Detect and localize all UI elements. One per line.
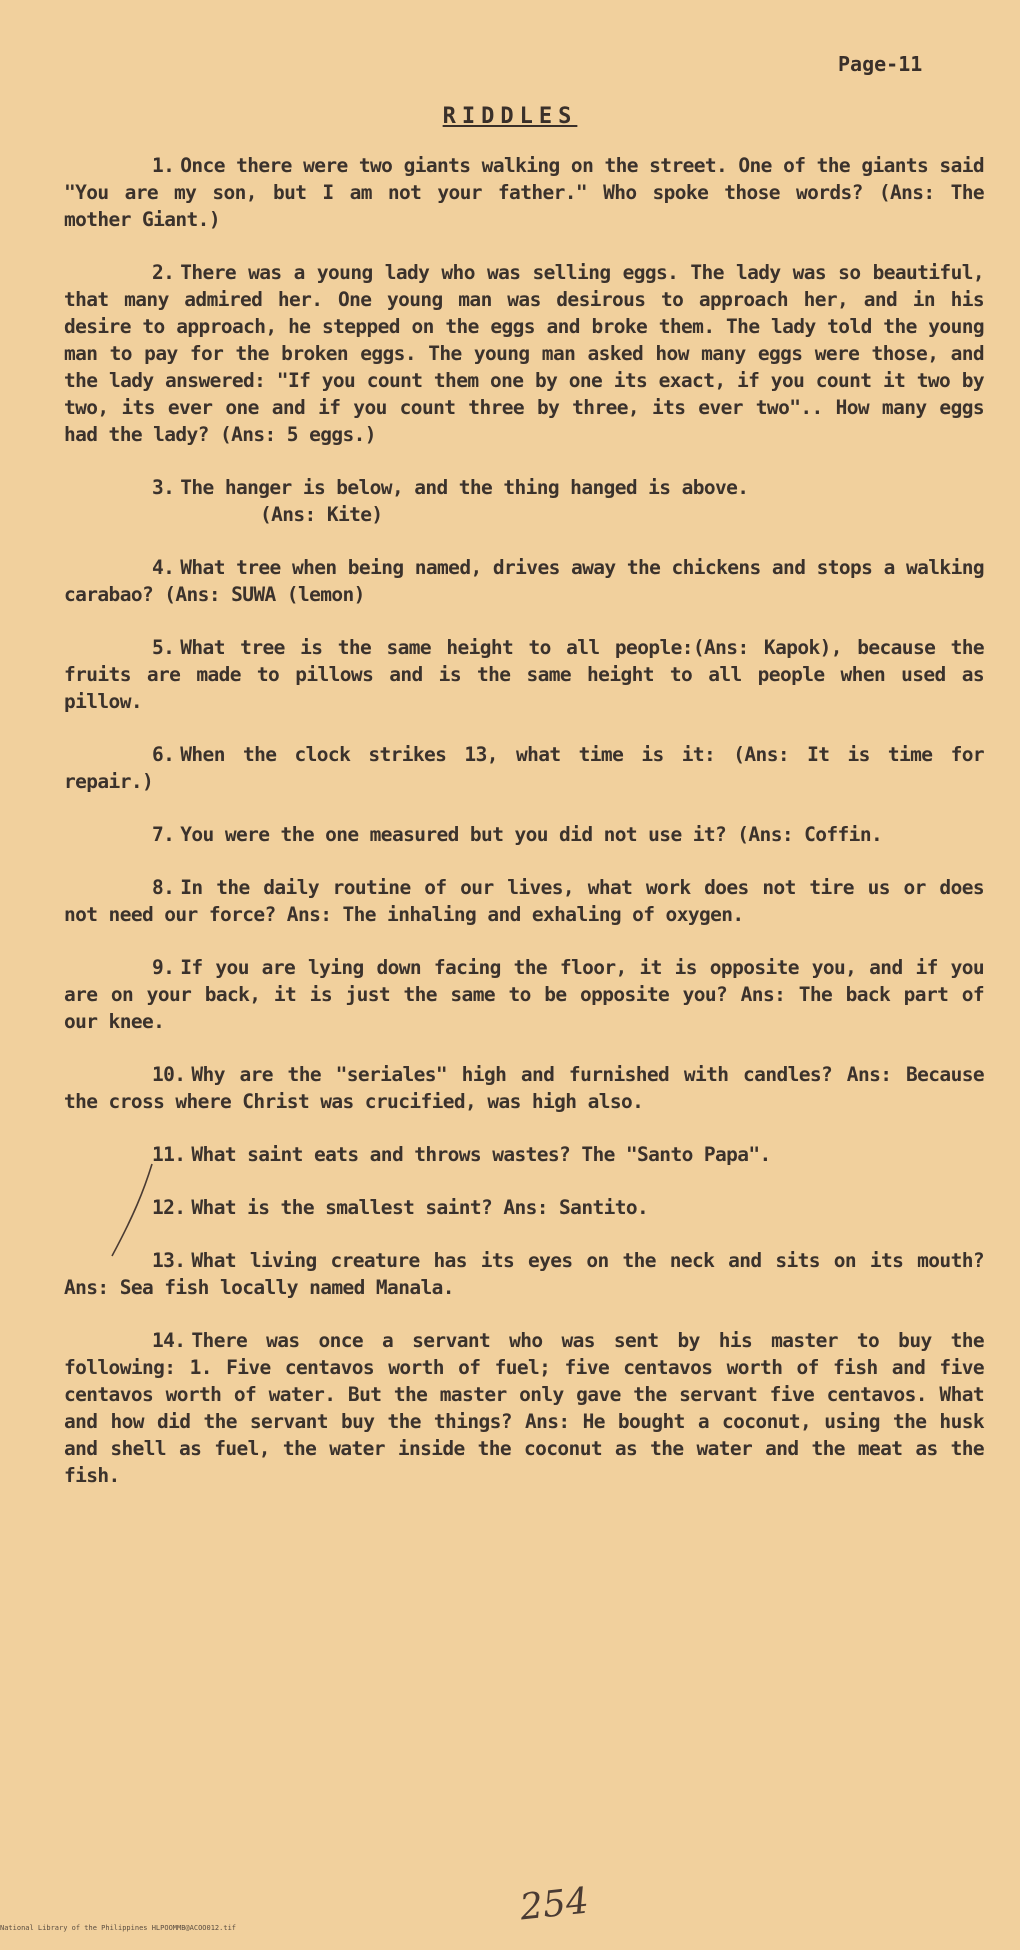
riddle-item [64, 259, 984, 448]
riddle-number: 1. [152, 154, 175, 177]
riddle-item [64, 474, 984, 528]
page-title: RIDDLES [442, 104, 578, 129]
riddle-number: 9. [152, 956, 175, 979]
riddle-item [64, 954, 984, 1035]
riddle-item [64, 1061, 984, 1115]
riddle-text: What living creature has its eyes on the neck and sits on its mouth? Ans: Sea fish locally named Manala. [64, 1249, 984, 1299]
riddle-number: 4. [152, 556, 175, 579]
riddle-item [64, 741, 984, 795]
riddle-text: Once there were two giants walking on the street. One of the giants said "You are my son, but I am not your father." Who spoke those words? (Ans: The mother Giant.) [64, 154, 984, 231]
riddle-number: 2. [152, 261, 175, 284]
riddle-text: There was once a servant who was sent by his master to buy the following: 1. Five centavos worth of fuel; five centavos worth of fish and five centavos worth of water. But the master only gave the servant five centavos. What and how did the servant buy the things? Ans: He bought a coconut, using the husk and shell as fuel, the water inside the coconut as the water and the meat as the fish. [64, 1329, 984, 1487]
riddle-text: Why are the "seriales" high and furnished with candles? Ans: Because the cross where Christ was crucified, was high also. [64, 1063, 984, 1113]
riddle-number: 12. [152, 1196, 186, 1219]
riddle-text: You were the one measured but you did not use it? (Ans: Coffin. [180, 823, 883, 846]
riddle-number: 3. [152, 476, 175, 499]
page-number: Page-11 [838, 52, 923, 76]
riddle-number: 6. [152, 743, 175, 766]
riddle-text: What is the smallest saint? Ans: Santito. [191, 1196, 649, 1219]
riddle-item [64, 1327, 984, 1489]
riddle-item [64, 152, 984, 233]
riddle-number: 14. [152, 1329, 186, 1352]
riddle-list [64, 152, 984, 1515]
handwritten-page-number: 254 [518, 1880, 591, 1929]
riddle-text: If you are lying down facing the floor, it is opposite you, and if you are on your back, it is just the same to be opposite you? Ans: The back part of our knee. [64, 956, 984, 1033]
riddle-text: What tree is the same height to all people:(Ans: Kapok), because the fruits are made to pillows and is the same height to all people when used as pillow. [64, 636, 984, 713]
riddle-item [64, 1194, 984, 1221]
riddle-number: 11. [152, 1143, 186, 1166]
riddle-item [64, 821, 984, 848]
riddle-text: In the daily routine of our lives, what work does not tire us or does not need our force? Ans: The inhaling and exhaling of oxygen. [64, 876, 984, 926]
riddle-text: The hanger is below, and the thing hanged is above. [180, 476, 749, 499]
riddle-text: When the clock strikes 13, what time is it: (Ans: It is time for repair.) [64, 743, 984, 793]
riddle-text: There was a young lady who was selling eggs. The lady was so beautiful, that many admired her. One young man was desirous to approach her, and in his desire to approach, he stepped on the eggs and broke them. The lady told the young man to pay for the broken eggs. The young man asked how many eggs were those, and the lady answered: "If you count them one by one its exact, if you count it two by two, its ever one and if you count three by three, its ever two".. How many eggs had the lady? (Ans: 5 eggs.) [64, 261, 984, 446]
riddle-item [64, 1141, 984, 1168]
riddle-number: 8. [152, 876, 175, 899]
riddle-number: 10. [152, 1063, 186, 1086]
riddle-item [64, 634, 984, 715]
pen-stroke-mark [104, 1160, 164, 1260]
riddle-item [64, 554, 984, 608]
riddle-item [64, 874, 984, 928]
riddle-number: 5. [152, 636, 175, 659]
riddle-answer: (Ans: Kite) [260, 503, 383, 526]
riddle-number: 7. [152, 823, 175, 846]
archive-footer: National Library of the Philippines HLPOOMMB@ACOO012.tif [0, 1924, 237, 1932]
riddle-number: 13. [152, 1249, 186, 1272]
riddle-text: What tree when being named, drives away the chickens and stops a walking carabao? (Ans: SUWA (lemon) [64, 556, 984, 606]
riddle-item [64, 1247, 984, 1301]
riddle-text: What saint eats and throws wastes? The "Santo Papa". [191, 1143, 771, 1166]
